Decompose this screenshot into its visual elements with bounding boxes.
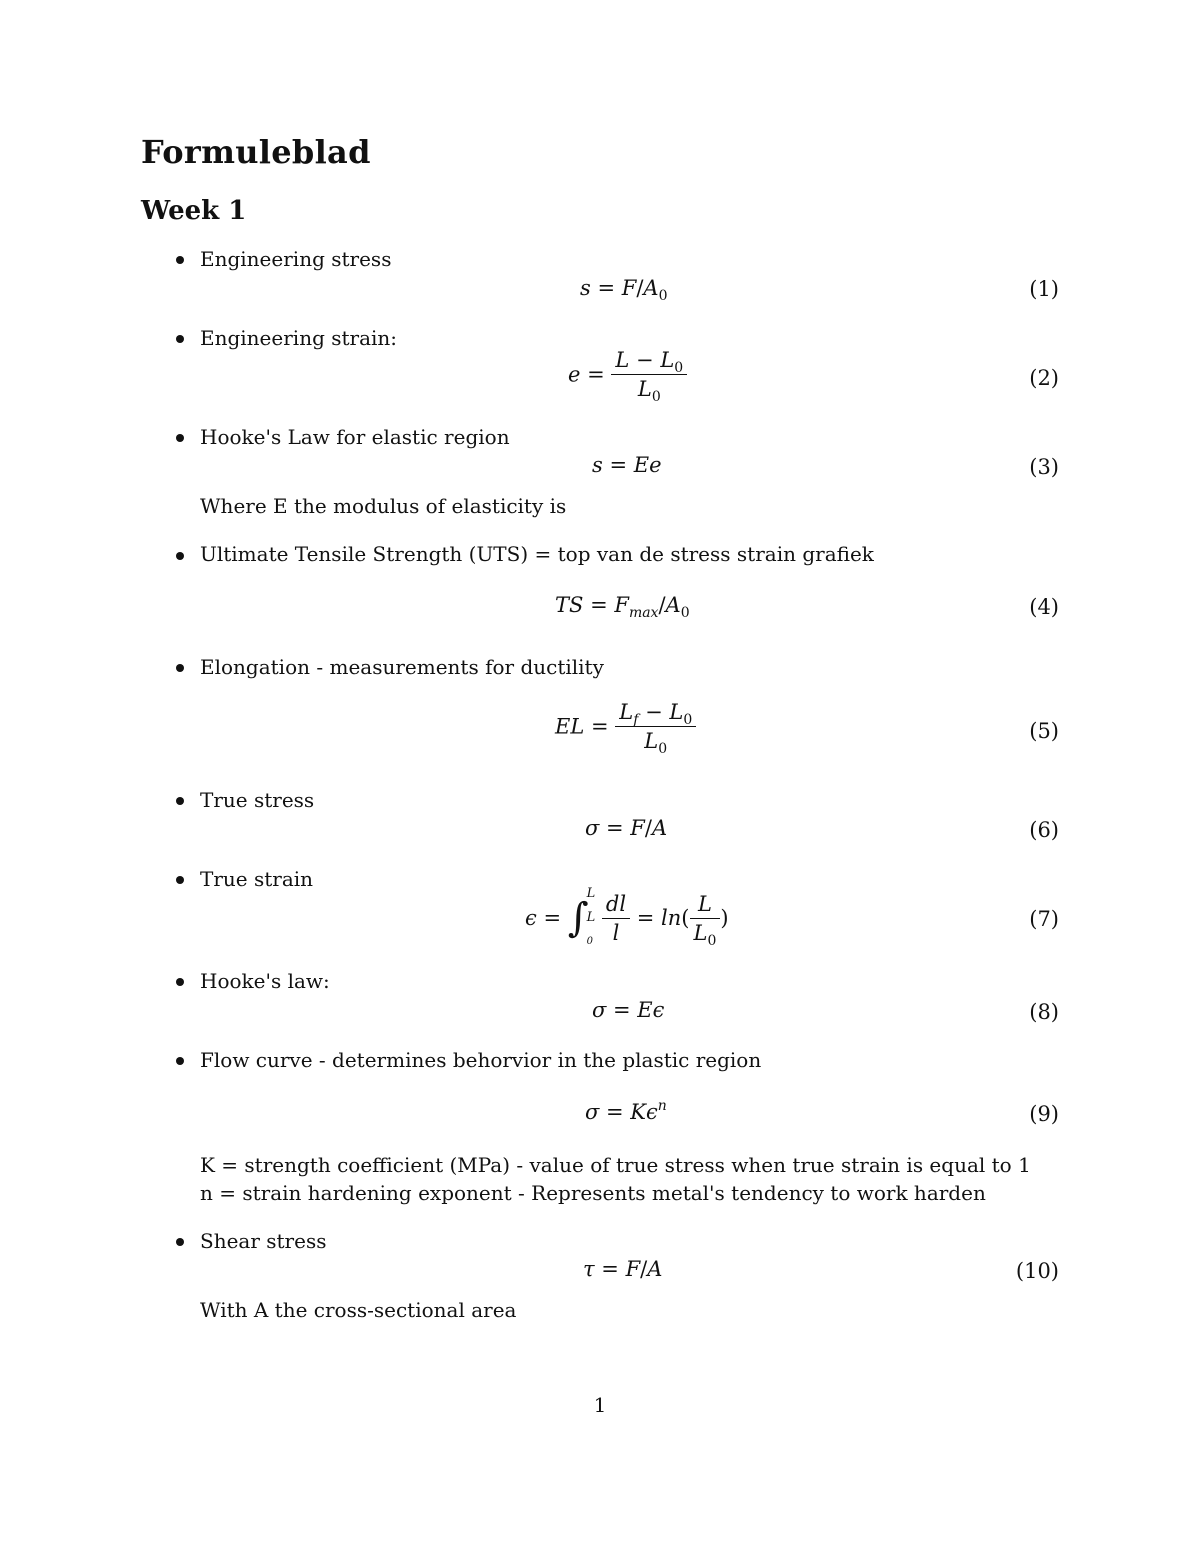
- item-label: Engineering strain:: [200, 326, 398, 350]
- bullet: [176, 1238, 184, 1246]
- equation-number: (1): [1029, 277, 1059, 301]
- equation: TS = $F_{max}/A_0$: [555, 593, 690, 621]
- bullet: [176, 335, 184, 343]
- equation: ϵ = ∫ L L 0 $\frac{dl}{l}$ = ln( $\frac{L}{L_0}$ ): [525, 886, 729, 949]
- equation-number: (2): [1029, 366, 1059, 390]
- bullet: [176, 978, 184, 986]
- equation: σ = F/A: [585, 816, 668, 840]
- equation-number: (7): [1029, 907, 1059, 931]
- bullet: [176, 876, 184, 884]
- equation: τ = F/A: [583, 1257, 663, 1281]
- item-label: Ultimate Tensile Strength (UTS) = top van de stress strain grafiek: [200, 542, 874, 566]
- note: K = strength coefficient (MPa) - value of true stress when true strain is equal to 1: [200, 1153, 1031, 1177]
- note: Where E the modulus of elasticity is: [200, 494, 567, 518]
- item-label: Shear stress: [200, 1229, 327, 1253]
- equation-number: (10): [1015, 1259, 1059, 1283]
- document-title: Formuleblad: [141, 133, 371, 171]
- equation: σ = Eϵ: [592, 998, 665, 1022]
- equation: EL = $\frac{L_f - L_0}{L_0}$: [555, 700, 696, 753]
- equation-number: (5): [1029, 719, 1059, 743]
- bullet: [176, 797, 184, 805]
- equation-number: (8): [1029, 1000, 1059, 1024]
- equation: $s = F/A_0$: [580, 276, 668, 304]
- page-number: 1: [593, 1393, 607, 1417]
- bullet: [176, 256, 184, 264]
- equation: e = $\frac{L - L_0}{L_0}$: [568, 348, 687, 401]
- item-label: True stress: [200, 788, 315, 812]
- bullet: [176, 664, 184, 672]
- item-label: True strain: [200, 867, 314, 891]
- equation-number: (9): [1029, 1102, 1059, 1126]
- item-label: Elongation - measurements for ductility: [200, 655, 604, 679]
- item-label: Engineering stress: [200, 247, 392, 271]
- equation: s = Ee: [592, 453, 662, 477]
- equation-number: (6): [1029, 818, 1059, 842]
- equation-number: (3): [1029, 455, 1059, 479]
- item-label: Flow curve - determines behorvior in the plastic region: [200, 1048, 762, 1072]
- section-heading: Week 1: [141, 196, 247, 226]
- item-label: Hooke's Law for elastic region: [200, 425, 510, 449]
- note: With A the cross-sectional area: [200, 1298, 517, 1322]
- bullet: [176, 434, 184, 442]
- equation: $\sigma = K\epsilon^n$: [585, 1098, 667, 1124]
- bullet: [176, 1057, 184, 1065]
- note: n = strain hardening exponent - Represents metal's tendency to work harden: [200, 1181, 986, 1205]
- item-label: Hooke's law:: [200, 969, 330, 993]
- bullet: [176, 552, 184, 560]
- equation-number: (4): [1029, 595, 1059, 619]
